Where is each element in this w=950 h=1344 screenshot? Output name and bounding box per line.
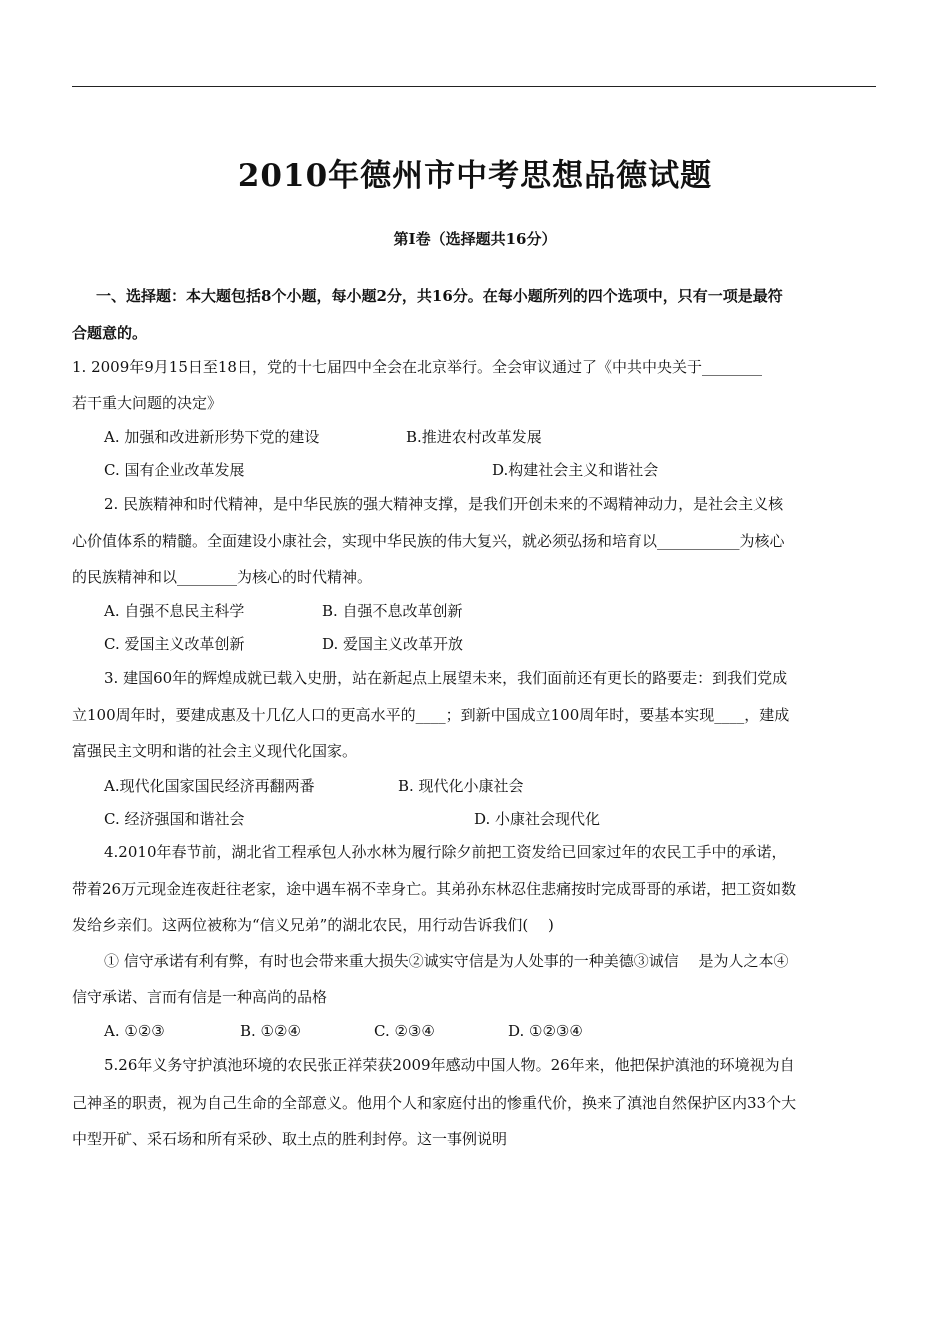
question-text: 富强民主文明和谐的社会主义现代化国家。	[72, 742, 358, 760]
answer-option: C. 爱国主义改革创新	[104, 635, 245, 653]
answer-option: A.现代化国家国民经济再翻两番	[104, 777, 315, 795]
question-text: 心价值体系的精髓。全面建设小康社会，实现中华民族的伟大复兴，就必须弘扬和培育以___________为核心	[72, 532, 785, 550]
answer-option: A. ①②③	[104, 1022, 165, 1040]
answer-option: B.推进农村改革发展	[406, 428, 542, 446]
page-title: 2010年德州市中考思想品德试题	[237, 158, 713, 194]
answer-option: C. ②③④	[374, 1022, 435, 1040]
answer-option: D. 爱国主义改革开放	[322, 635, 464, 653]
question-text: ① 信守承诺有利有弊，有时也会带来重大损失②诚实守信是为人处事的一种美德③诚信 是为人之本④	[104, 952, 789, 970]
question-text: 带着26万元现金连夜赶往老家，途中遇车祸不幸身亡。其弟孙东林忍住悲痛按时完成哥哥的承诺，把工资如数	[72, 880, 797, 898]
question-text: 2. 民族精神和时代精神，是中华民族的强大精神支撑，是我们开创未来的不竭精神动力，是社会主义核	[104, 495, 784, 513]
question-text: 的民族精神和以________为核心的时代精神。	[72, 568, 373, 586]
answer-option: D. ①②③④	[508, 1022, 583, 1040]
answer-option: D. 小康社会现代化	[474, 810, 601, 828]
answer-option: C. 国有企业改革发展	[104, 461, 245, 479]
question-text: 若干重大问题的决定》	[72, 394, 223, 412]
question-text: 立100周年时，要建成惠及十几亿人口的更高水平的____；到新中国成立100周年时，要基本实现____，建成	[72, 706, 790, 724]
question-text: 5.26年义务守护滇池环境的农民张正祥荣获2009年感动中国人物。26年来，他把保护滇池的环境视为自	[104, 1056, 795, 1074]
answer-option: B. ①②④	[240, 1022, 301, 1040]
question-text: 1. 2009年9月15日至18日，党的十七届四中全会在北京举行。全会审议通过了《中共中央关于________	[72, 358, 762, 376]
answer-option: D.构建社会主义和谐社会	[492, 461, 659, 479]
question-text: 信守承诺、言而有信是一种高尚的品格	[72, 988, 328, 1006]
question-text: 中型开矿、采石场和所有采砂、取土点的胜利封停。这一事例说明	[72, 1130, 508, 1148]
header-rule	[72, 86, 876, 87]
instructions-line: 合题意的。	[72, 324, 148, 342]
answer-option: C. 经济强国和谐社会	[104, 810, 245, 828]
question-text: 4.2010年春节前，湖北省工程承包人孙水林为履行除夕前把工资发给已回家过年的农民工手中的承诺，	[104, 843, 787, 861]
answer-option: A. 自强不息民主科学	[104, 602, 245, 620]
question-text: 己神圣的职责，视为自己生命的全部意义。他用个人和家庭付出的惨重代价，换来了滇池自然保护区内33个大	[72, 1094, 797, 1112]
answer-option: B. 自强不息改革创新	[322, 602, 463, 620]
section-subtitle: 第Ⅰ卷（选择题共16分）	[393, 230, 557, 248]
question-text: 3. 建国60年的辉煌成就已载入史册，站在新起点上展望未来，我们面前还有更长的路要走：到我们党成	[104, 669, 788, 687]
answer-option: B. 现代化小康社会	[398, 777, 524, 795]
answer-option: A. 加强和改进新形势下党的建设	[104, 428, 320, 446]
question-text: 发给乡亲们。这两位被称为“信义兄弟”的湖北农民，用行动告诉我们( )	[72, 916, 554, 934]
instructions-line: 一、选择题：本大题包括8个小题，每小题2分，共16分。在每小题所列的四个选项中，只有一项是最符	[96, 287, 783, 305]
